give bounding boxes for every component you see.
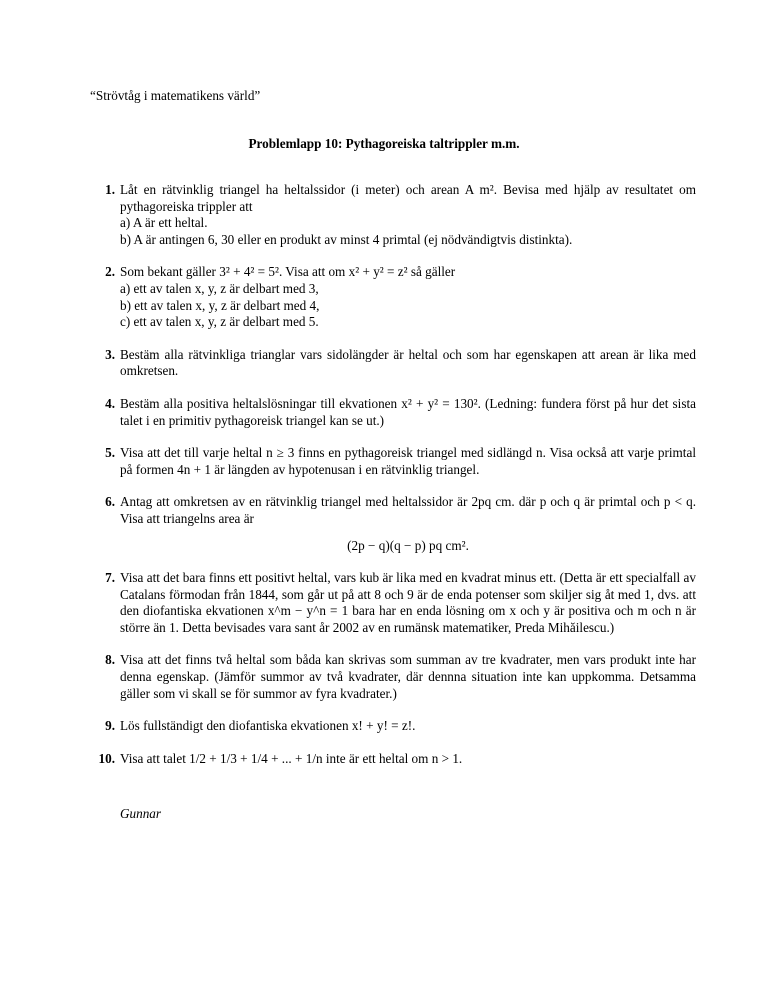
problem-text: Visa att det finns två heltal som båda kan skrivas som summan av tre kvadrater, men vars produkt inte har denna egenskap. (Jämför summor av två kvadrater, där dennna situation inte kan uppkomma. Detsamma gäller som vi skall se för summor av fyra kvadrater.): [120, 652, 696, 701]
problem-6: [90, 494, 696, 554]
course-subtitle: “Strövtåg i matematikens värld”: [90, 88, 261, 103]
problem-text: Låt en rätvinklig triangel ha heltalssidor (i meter) och arean A m². Bevisa med hjälp av resultatet om pythagoreiska trippler att: [120, 182, 696, 214]
problem-3: [90, 347, 696, 380]
signature: Gunnar: [120, 806, 162, 821]
problem-number: 7.: [105, 570, 115, 586]
problem-text: Visa att det till varje heltal n ≥ 3 finns en pythagoreisk triangel med sidlängd n. Visa också att varje primtal på formen 4n + 1 är längden av hypotenusan i en rätvinklig triangel.: [120, 445, 696, 477]
sub-item-b: b) ett av talen x, y, z är delbart med 4,: [120, 297, 320, 313]
problem-5: [90, 445, 696, 478]
problem-text: Antag att omkretsen av en rätvinklig triangel med heltalssidor är 2pq cm. där p och q är primtal och p < q. Visa att triangelns area är: [120, 494, 696, 526]
problem-9: [90, 718, 696, 735]
sub-item-a: a) ett av talen x, y, z är delbart med 3,: [120, 280, 319, 296]
problem-number: 10.: [98, 750, 115, 766]
problem-text: Bestäm alla positiva heltalslösningar till ekvationen x² + y² = 130². (Ledning: fundera först på hur det sista talet i en primitiv pythagoreisk triangel kan se ut.): [120, 395, 696, 428]
sub-item-b: b) A är antingen 6, 30 eller en produkt av minst 4 primtal (ej nödvändigtvis distinkta).: [120, 231, 573, 247]
sub-item-c: c) ett av talen x, y, z är delbart med 5.: [120, 314, 319, 330]
problem-text: Visa att talet 1/2 + 1/3 + 1/4 + ... + 1/n inte är ett heltal om n > 1.: [120, 750, 463, 766]
problem-number: 6.: [105, 494, 115, 510]
problem-7: [90, 570, 696, 636]
problem-number: 4.: [105, 395, 115, 411]
problem-1: [90, 182, 696, 248]
page-title: Problemlapp 10: Pythagoreiska taltrippler m.m.: [248, 136, 520, 151]
problem-text: Lös fullständigt den diofantiska ekvationen x! + y! = z!.: [120, 718, 416, 734]
problem-list: [90, 182, 696, 783]
problem-2: [90, 264, 696, 330]
problem-number: 3.: [105, 346, 115, 362]
problem-text: Visa att det bara finns ett positivt heltal, vars kub är lika med en kvadrat minus ett. (Detta är ett specialfall av Catalans förmodan från 1844, som går ut på att 8 och 9 är de enda potenser som skiljer sig åt med 1, dvs. att den diofantiska ekvationen x^m − y^n = 1 bara har en enda lösning om x och y är positiva och m och n är större än 1. Detta bevisades vara sant år 2002 av en rumänsk matematiker, Preda Mihăilescu.): [120, 570, 696, 635]
problem-10: [90, 751, 696, 768]
problem-8: [90, 652, 696, 702]
problem-number: 9.: [105, 718, 115, 734]
problem-number: 2.: [105, 264, 115, 280]
problem-text: Bestäm alla rätvinkliga trianglar vars sidolängder är heltal och som har egenskapen att arean är lika med omkretsen.: [120, 346, 696, 379]
sub-item-a: a) A är ett heltal.: [120, 215, 208, 231]
problem-number: 8.: [105, 652, 115, 668]
problem-text: Som bekant gäller 3² + 4² = 5². Visa att om x² + y² = z² så gäller: [120, 264, 456, 280]
problem-number: 1.: [105, 182, 115, 197]
problem-number: 5.: [105, 445, 115, 461]
display-formula: (2p − q)(q − p) pq cm².: [347, 537, 469, 553]
problem-4: [90, 396, 696, 429]
